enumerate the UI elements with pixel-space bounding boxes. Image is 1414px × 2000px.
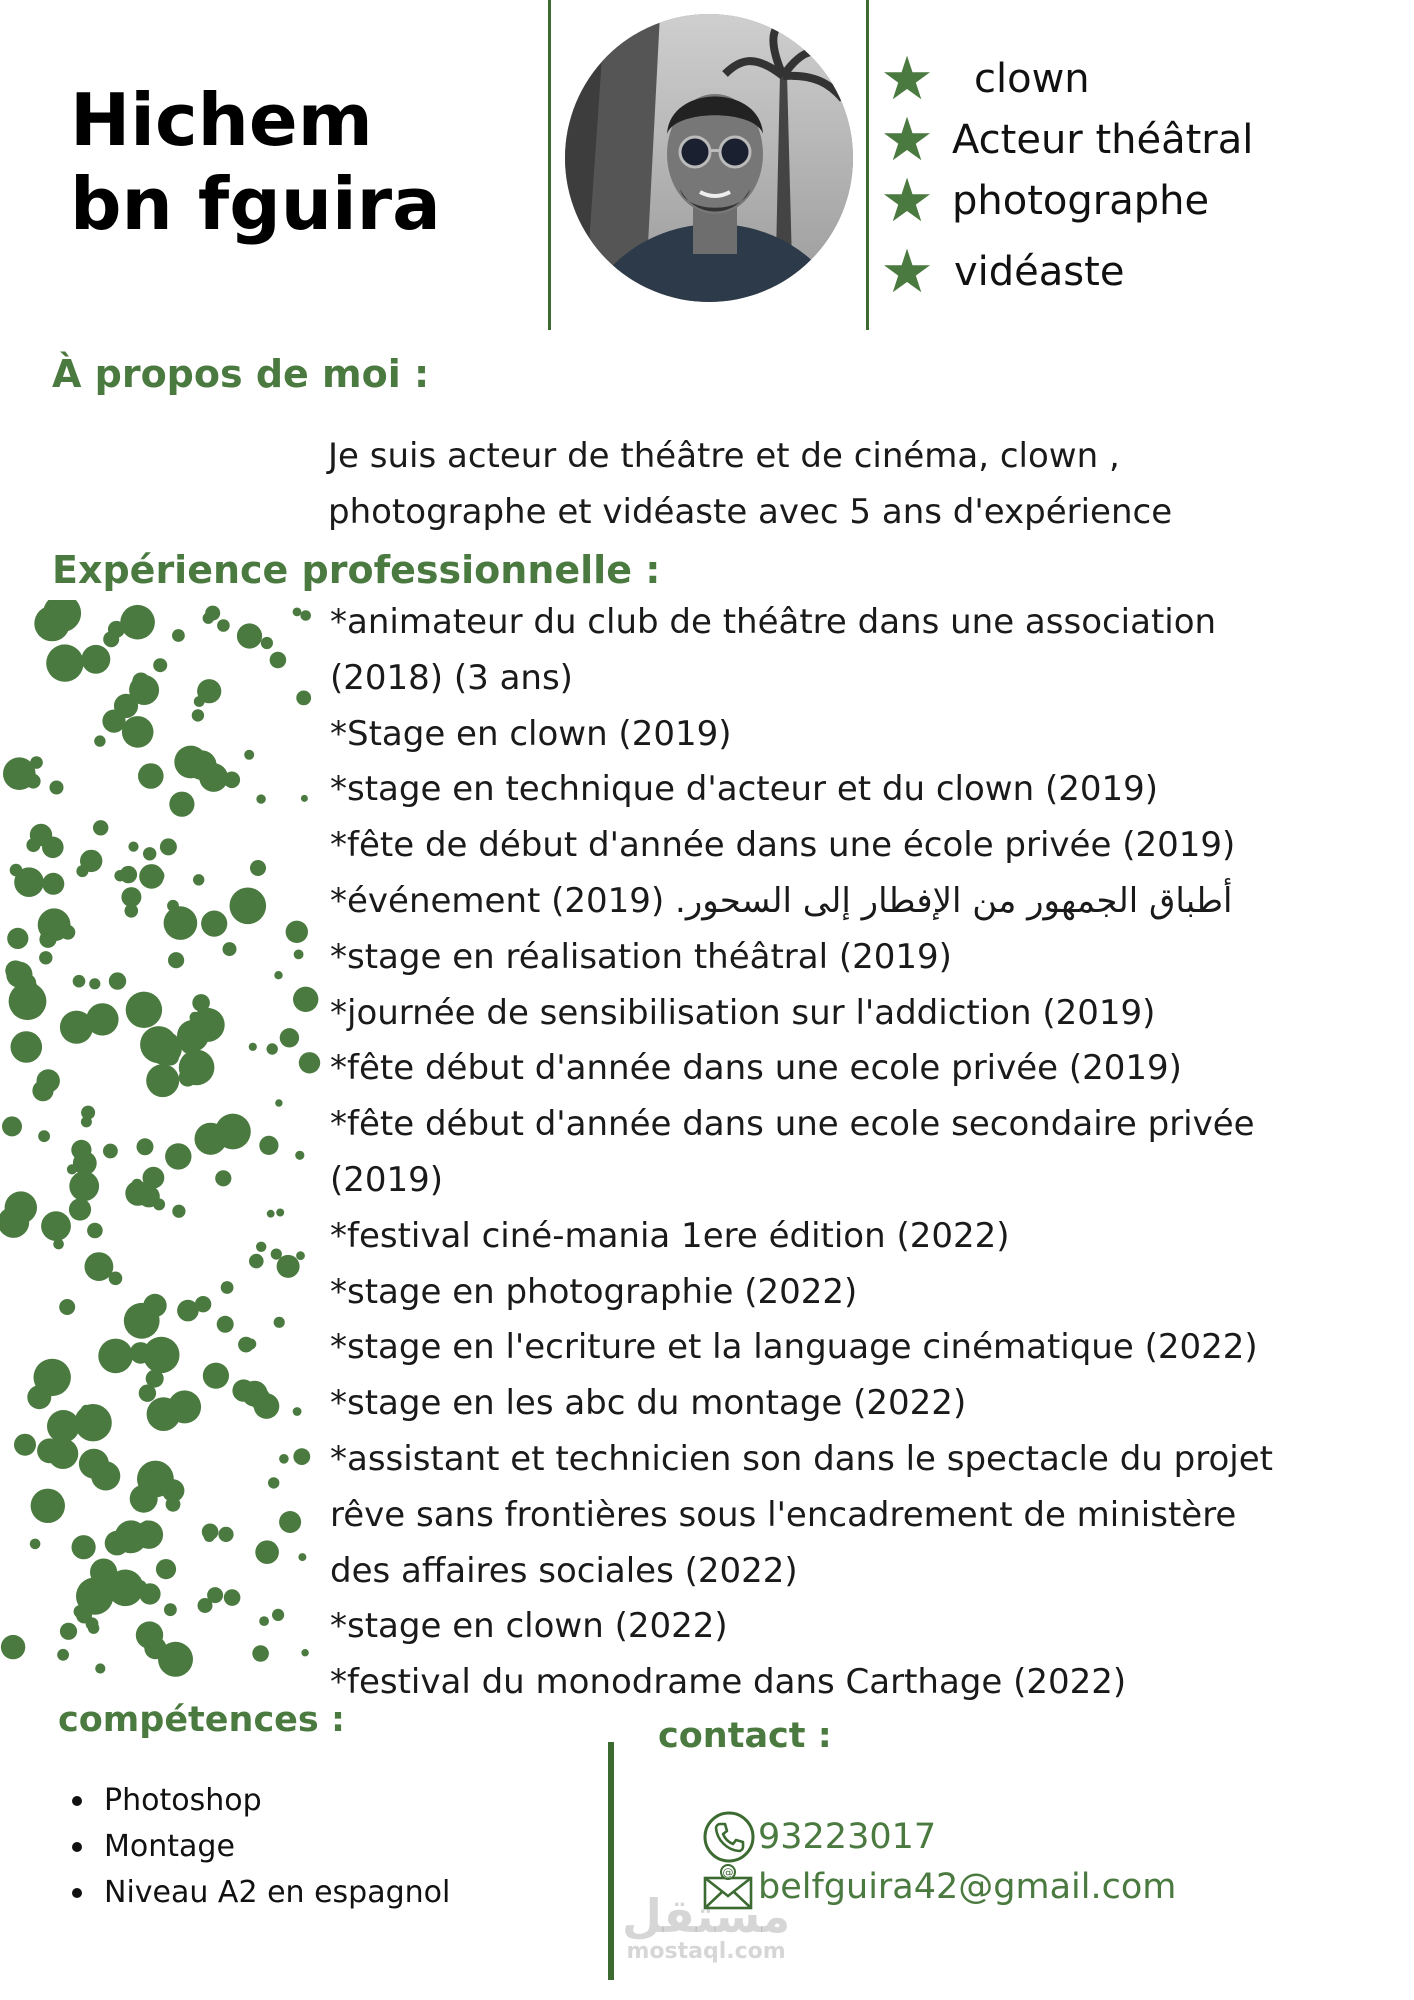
decorative-dot bbox=[59, 1299, 75, 1315]
decorative-dot bbox=[192, 994, 210, 1012]
decorative-dot bbox=[73, 975, 86, 988]
decorative-dot bbox=[103, 1144, 118, 1159]
decorative-dot bbox=[277, 1255, 300, 1278]
decorative-dot bbox=[138, 763, 164, 789]
person-name bbox=[70, 78, 441, 246]
decorative-dot bbox=[249, 1043, 257, 1051]
skill-label: Photoshop bbox=[104, 1783, 262, 1818]
decorative-dot bbox=[60, 1623, 77, 1640]
decorative-dot bbox=[168, 1390, 201, 1423]
decorative-dot bbox=[121, 887, 141, 907]
about-heading: À propos de moi : bbox=[52, 352, 430, 396]
role-item bbox=[872, 44, 1392, 112]
decorative-dot bbox=[76, 865, 88, 877]
decorative-dot bbox=[223, 942, 237, 956]
decorative-dot bbox=[261, 637, 273, 649]
decorative-dot bbox=[30, 1539, 41, 1550]
role-label: Acteur théâtral bbox=[952, 116, 1254, 163]
decorative-dot bbox=[1, 1635, 25, 1659]
decorative-dot bbox=[301, 1649, 308, 1656]
decorative-dot bbox=[250, 860, 266, 876]
decorative-dot bbox=[10, 1031, 42, 1063]
star-icon: ★ bbox=[880, 238, 934, 305]
decorative-dot bbox=[26, 774, 41, 789]
decorative-dot bbox=[192, 709, 204, 721]
role-item bbox=[872, 105, 1392, 173]
decorative-dot bbox=[57, 1649, 69, 1661]
watermark-latin: mostaql.com bbox=[626, 1939, 786, 1964]
roles-list bbox=[872, 44, 1392, 313]
decorative-dot bbox=[274, 971, 282, 979]
decorative-dot bbox=[7, 928, 28, 949]
skill-label: Niveau A2 en espagnol bbox=[104, 1875, 451, 1910]
experience-line: *événement (2019) .أطباق الجمهور من الإفطار إلى السحور bbox=[330, 880, 1233, 921]
decorative-dot bbox=[34, 606, 70, 642]
about-line: Je suis acteur de théâtre et de cinéma, clown , bbox=[328, 436, 1120, 476]
decorative-dot bbox=[255, 1540, 279, 1564]
decorative-dot bbox=[172, 1205, 185, 1218]
decorative-dot bbox=[217, 1316, 234, 1333]
contact-phone[interactable] bbox=[702, 1810, 936, 1864]
decorative-dot bbox=[76, 1577, 113, 1614]
experience-line: *stage en technique d'acteur et du clown (2019) bbox=[330, 769, 1159, 810]
decorative-dot bbox=[143, 1167, 165, 1189]
bullet-icon bbox=[72, 1888, 82, 1898]
decorative-dot bbox=[86, 1003, 118, 1035]
role-label: vidéaste bbox=[954, 249, 1125, 295]
decorative-dot bbox=[193, 874, 204, 885]
decorative-dot bbox=[144, 1637, 166, 1659]
decorative-dot bbox=[139, 864, 164, 889]
decorative-dot bbox=[293, 1448, 310, 1465]
skill-item bbox=[72, 1778, 450, 1824]
decorative-dot bbox=[26, 838, 40, 852]
decorative-dot bbox=[267, 1210, 275, 1218]
decorative-dot bbox=[204, 1531, 215, 1542]
decorative-dot bbox=[274, 1317, 285, 1328]
decorative-dot bbox=[126, 992, 162, 1028]
decorative-dot bbox=[146, 1370, 164, 1388]
decorative-dot bbox=[81, 1116, 92, 1127]
profile-photo bbox=[565, 14, 853, 302]
role-label: photographe bbox=[952, 177, 1210, 224]
decorative-dot bbox=[128, 842, 138, 852]
decorative-dot bbox=[299, 1052, 320, 1073]
decorative-dot bbox=[2, 1116, 22, 1136]
decorative-dot bbox=[156, 1559, 176, 1579]
star-icon: ★ bbox=[880, 166, 934, 234]
decorative-dot bbox=[58, 645, 68, 655]
decorative-dot bbox=[132, 1179, 143, 1190]
watermark-arabic: مستقل bbox=[622, 1889, 791, 1943]
decorative-dot bbox=[179, 1050, 215, 1086]
experience-line: *festival du monodrame dans Carthage (2022) bbox=[330, 1662, 1127, 1703]
decorative-dot bbox=[267, 1043, 278, 1054]
decorative-dot bbox=[295, 1151, 304, 1160]
decorative-dot bbox=[74, 1404, 111, 1441]
phone-number: 93223017 bbox=[758, 1817, 937, 1857]
decorative-dot bbox=[130, 1342, 152, 1364]
decorative-dot bbox=[139, 1583, 160, 1604]
decorative-dot bbox=[205, 606, 220, 621]
decorative-dot bbox=[224, 772, 241, 789]
decorative-dot bbox=[95, 1663, 105, 1673]
experience-line: rêve sans frontières sous l'encadrement de ministère bbox=[330, 1494, 1237, 1535]
decorative-dot bbox=[256, 794, 265, 803]
decorative-dot bbox=[14, 1434, 36, 1456]
decorative-dot bbox=[221, 1281, 234, 1294]
experience-line: *journée de sensibilisation sur l'addiction (2019) bbox=[330, 992, 1156, 1033]
decorative-dot bbox=[160, 838, 177, 855]
experience-list bbox=[330, 595, 1350, 1711]
experience-line: *fête début d'année dans une ecole privée (2019) bbox=[330, 1048, 1182, 1089]
decorative-dot bbox=[38, 908, 71, 941]
decorative-dot bbox=[41, 1211, 71, 1241]
decorative-dot bbox=[168, 952, 184, 968]
skills-list bbox=[72, 1778, 450, 1916]
decorative-dot bbox=[293, 1407, 302, 1416]
decorative-dot bbox=[164, 1603, 177, 1616]
name-line-1: Hichem bbox=[70, 78, 373, 162]
decorative-dot bbox=[191, 1019, 213, 1041]
decorative-dot bbox=[198, 1598, 213, 1613]
decorative-dot bbox=[280, 1028, 299, 1047]
experience-line: (2018) (3 ans) bbox=[330, 657, 573, 698]
decorative-dot bbox=[166, 1497, 181, 1512]
decorative-dot bbox=[114, 870, 125, 881]
watermark-logo bbox=[622, 1889, 791, 1964]
experience-line: *stage en réalisation théâtral (2019) bbox=[330, 936, 952, 977]
decorative-dots bbox=[0, 600, 330, 1700]
star-icon: ★ bbox=[880, 44, 934, 112]
experience-line: (2019) bbox=[330, 1159, 444, 1200]
experience-line: *Stage en clown (2019) bbox=[330, 713, 732, 754]
decorative-dot bbox=[143, 1294, 166, 1317]
decorative-dot bbox=[31, 1489, 65, 1523]
decorative-dot bbox=[294, 950, 304, 960]
decorative-dot bbox=[147, 1072, 158, 1083]
skill-item bbox=[72, 1824, 450, 1870]
decorative-dot bbox=[279, 1454, 289, 1464]
decorative-dot bbox=[105, 1531, 130, 1556]
decorative-dot bbox=[53, 1239, 64, 1250]
skill-label: Montage bbox=[104, 1829, 235, 1864]
decorative-dot bbox=[293, 987, 318, 1012]
skills-heading: compétences : bbox=[58, 1700, 345, 1740]
contact-divider bbox=[608, 1742, 614, 1980]
experience-line: *stage en l'ecriture et la language cinématique (2022) bbox=[330, 1327, 1258, 1368]
decorative-dot bbox=[47, 1410, 80, 1443]
decorative-dot bbox=[217, 619, 230, 632]
skill-item bbox=[72, 1870, 450, 1916]
decorative-dot bbox=[172, 629, 185, 642]
email-address: belfguira42@gmail.com bbox=[758, 1867, 1177, 1907]
decorative-dot bbox=[48, 1438, 79, 1469]
decorative-dot bbox=[195, 1296, 211, 1312]
decorative-dot bbox=[249, 1254, 264, 1269]
name-line-2: bn fguira bbox=[70, 162, 441, 246]
role-item bbox=[872, 231, 1392, 313]
experience-line: *stage en les abc du montage (2022) bbox=[330, 1383, 967, 1424]
decorative-dot bbox=[98, 1339, 133, 1374]
decorative-dot bbox=[72, 1535, 96, 1559]
decorative-dot bbox=[93, 820, 108, 835]
decorative-dot bbox=[224, 1589, 241, 1606]
decorative-dot bbox=[244, 750, 254, 760]
decorative-dot bbox=[143, 847, 156, 860]
decorative-dot bbox=[296, 1251, 305, 1260]
decorative-dot bbox=[69, 1171, 99, 1201]
decorative-dot bbox=[79, 1449, 109, 1479]
experience-line: *festival ciné-mania 1ere édition (2022) bbox=[330, 1215, 1010, 1256]
decorative-dot bbox=[298, 1553, 306, 1561]
decorative-dot bbox=[286, 921, 308, 943]
decorative-dot bbox=[42, 873, 64, 895]
decorative-dot bbox=[82, 645, 111, 674]
decorative-dot bbox=[165, 1143, 191, 1169]
decorative-dot bbox=[5, 960, 25, 980]
decorative-dot bbox=[120, 605, 155, 640]
decorative-dot bbox=[293, 608, 302, 617]
decorative-dot bbox=[94, 735, 105, 746]
decorative-dot bbox=[140, 1026, 177, 1063]
decorative-dot bbox=[164, 906, 198, 940]
about-line: photographe et vidéaste avec 5 ans d'expérience bbox=[328, 492, 1173, 532]
decorative-dot bbox=[89, 978, 100, 989]
decorative-dot bbox=[109, 972, 126, 989]
contact-heading: contact : bbox=[658, 1716, 832, 1756]
decorative-dot bbox=[300, 610, 311, 621]
decorative-dot bbox=[203, 1363, 229, 1389]
decorative-dot bbox=[275, 1099, 282, 1106]
decorative-dot bbox=[87, 1223, 103, 1239]
decorative-dot bbox=[137, 1461, 174, 1498]
decorative-dot bbox=[268, 1477, 279, 1488]
decorative-dot bbox=[237, 623, 262, 648]
bullet-icon bbox=[72, 1796, 82, 1806]
decorative-dot bbox=[153, 658, 167, 672]
about-text bbox=[328, 428, 1328, 540]
decorative-dot bbox=[215, 1170, 231, 1186]
star-icon: ★ bbox=[880, 105, 934, 173]
bullet-icon bbox=[72, 1842, 82, 1852]
svg-text:@: @ bbox=[722, 1866, 734, 1879]
experience-line: *fête de début d'année dans une école privée (2019) bbox=[330, 825, 1236, 866]
decorative-dot bbox=[256, 1242, 266, 1252]
role-label: clown bbox=[974, 55, 1090, 102]
decorative-dot bbox=[201, 911, 227, 937]
decorative-dot bbox=[137, 1138, 154, 1155]
experience-line: *animateur du club de théâtre dans une association bbox=[330, 602, 1217, 642]
decorative-dot bbox=[85, 1252, 114, 1281]
header-divider-left bbox=[548, 0, 551, 330]
experience-heading: Expérience professionnelle : bbox=[52, 548, 661, 592]
decorative-dot bbox=[71, 1140, 91, 1160]
decorative-dot bbox=[270, 652, 287, 669]
decorative-dot bbox=[215, 1114, 251, 1150]
decorative-dot bbox=[271, 1249, 282, 1260]
decorative-dot bbox=[245, 1339, 256, 1350]
decorative-dot bbox=[272, 1609, 284, 1621]
decorative-dot bbox=[32, 1080, 53, 1101]
decorative-dot bbox=[102, 710, 125, 733]
decorative-dot bbox=[276, 1209, 284, 1217]
decorative-dot bbox=[218, 1527, 233, 1542]
decorative-dot bbox=[279, 1511, 301, 1533]
decorative-dot bbox=[230, 888, 267, 925]
decorative-dot bbox=[88, 1623, 99, 1634]
decorative-dot bbox=[122, 716, 154, 748]
decorative-dot bbox=[27, 1385, 51, 1409]
experience-line: des affaires sociales (2022) bbox=[330, 1550, 798, 1591]
experience-line: *stage en clown (2022) bbox=[330, 1606, 728, 1647]
decorative-dot bbox=[169, 792, 194, 817]
experience-line: *assistant et technicien son dans le spectacle du projet bbox=[330, 1438, 1273, 1479]
decorative-dot bbox=[259, 1136, 278, 1155]
decorative-dot bbox=[38, 1130, 50, 1142]
decorative-dot bbox=[194, 696, 205, 707]
decorative-dot bbox=[69, 1198, 91, 1220]
decorative-dot bbox=[259, 1616, 269, 1626]
experience-line: *fête début d'année dans une ecole secondaire privée bbox=[330, 1104, 1255, 1145]
header-divider-right bbox=[866, 0, 869, 330]
role-item bbox=[872, 166, 1392, 234]
decorative-dot bbox=[192, 755, 204, 767]
decorative-dot bbox=[81, 1405, 91, 1415]
decorative-dot bbox=[50, 781, 64, 795]
decorative-dot bbox=[296, 691, 311, 706]
decorative-dot bbox=[132, 673, 149, 690]
decorative-dot bbox=[14, 867, 44, 897]
decorative-dot bbox=[252, 1645, 269, 1662]
phone-icon bbox=[702, 1810, 756, 1864]
decorative-dot bbox=[242, 1381, 268, 1407]
decorative-dot bbox=[30, 756, 43, 769]
decorative-dot bbox=[301, 795, 308, 802]
experience-line: *stage en photographie (2022) bbox=[330, 1271, 858, 1312]
decorative-dot bbox=[39, 951, 52, 964]
